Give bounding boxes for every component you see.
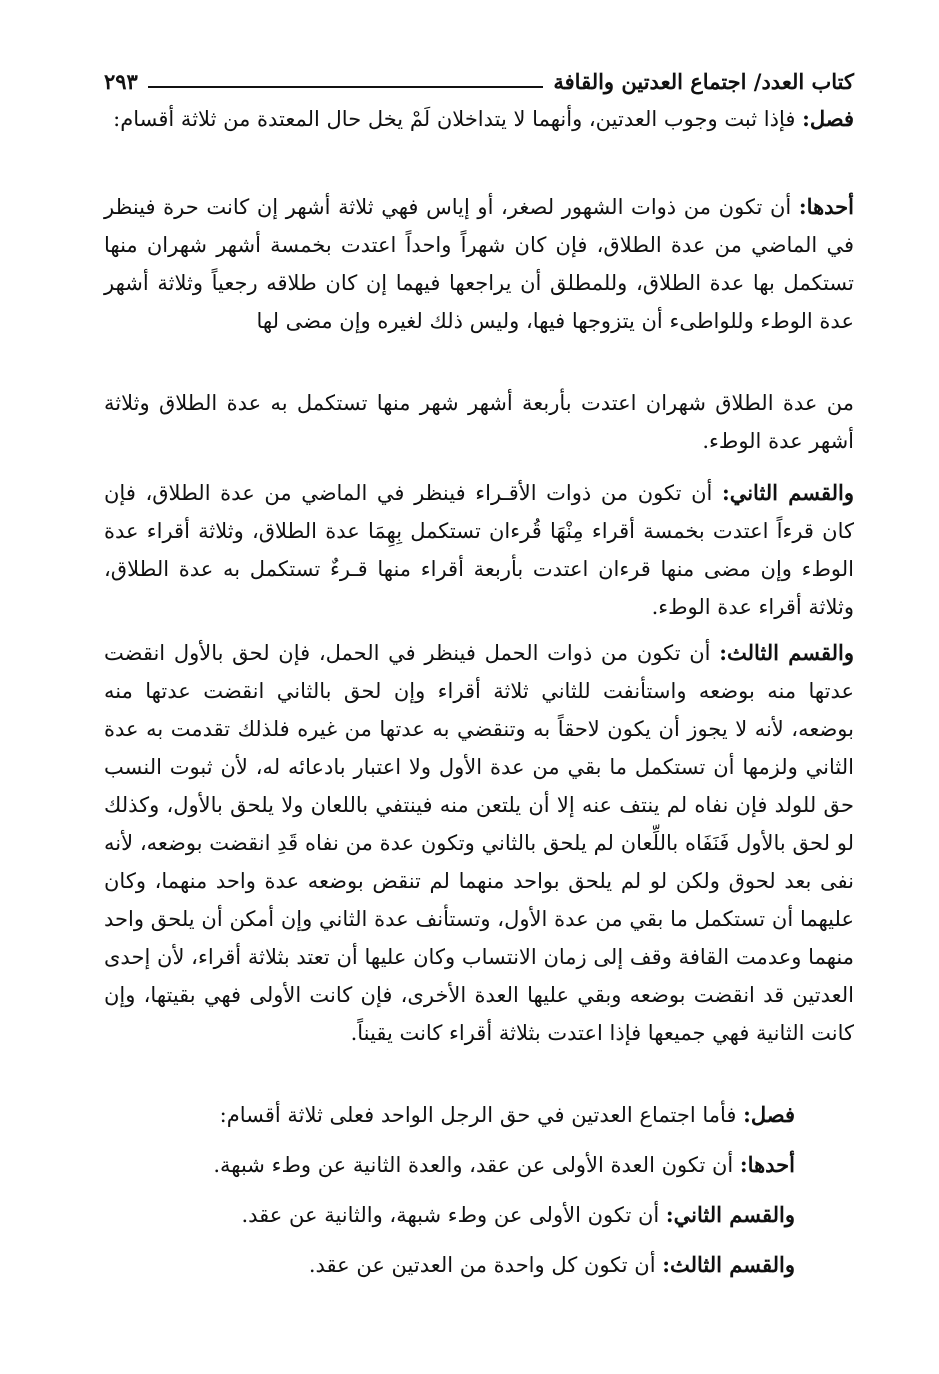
line-text: أن تكون العدة الأولى عن عقد، والعدة الثانية عن وطء شبهة. bbox=[213, 1153, 740, 1177]
paragraph-text: أن تكون من ذوات الشهور لصغر، أو إياس فهي ثلاثة أشهر إن كانت حرة فينظر في الماضي من عدة الطلاق، فإن كان شهراً واحداً اعتدت بخمسة أشهر شهران منها تستكمل بها عدة الطلاق، وللمطلق أن يراجعها فيهما إن كان طلاقه رجعياً وثلاثة أشهر عدة الوطء وللواطىء أن يتزوجها فيها، وليس ذلك لغيره وإن مضى لها bbox=[104, 195, 854, 333]
paragraph-text: أن تكون من ذوات الأقـراء فينظر في الماضي من عدة الطلاق، فإن كان قرءاً اعتدت بخمسة أقراء مِنْهَا قُرءان تستكمل بِهِمَا عدة الطلاق، وثلاثة أقراء عدة الوطء وإن مضى منها قرءان اعتدت بأربعة أقراء منها قـرءٌ تستكمل به عدة الطلاق، وثلاثة أقراء عدة الوطء. bbox=[104, 481, 854, 619]
paragraph-lead: أحدها: bbox=[798, 194, 854, 219]
running-header bbox=[104, 62, 854, 96]
case-line-3 bbox=[150, 1246, 795, 1284]
paragraph-lead: والقسم الثالث: bbox=[719, 640, 854, 665]
line-text: فأما اجتماع العدتين في حق الرجل الواحد فعلى ثلاثة أقسام: bbox=[219, 1103, 744, 1127]
line-text: أن تكون كل واحدة من العدتين عن عقد. bbox=[308, 1253, 663, 1277]
line-lead: فصل: bbox=[743, 1102, 795, 1127]
paragraph-2 bbox=[104, 188, 854, 340]
line-text: أن تكون الأولى عن وطء شبهة، والثانية عن عقد. bbox=[241, 1203, 666, 1227]
paragraph-4 bbox=[104, 474, 854, 626]
case-line-2 bbox=[150, 1196, 795, 1234]
case-line-1 bbox=[150, 1146, 795, 1184]
header-rule bbox=[148, 86, 544, 88]
paragraph-lead: والقسم الثاني: bbox=[721, 480, 854, 505]
paragraph-3 bbox=[104, 384, 854, 460]
paragraph-text: فإذا ثبت وجوب العدتين، وأنهما لا يتداخلان لَمْ يخل حال المعتدة من ثلاثة أقسام: bbox=[113, 107, 803, 131]
line-lead: أحدها: bbox=[739, 1152, 795, 1177]
section-heading-line bbox=[150, 1096, 795, 1134]
line-lead: والقسم الثالث: bbox=[662, 1252, 795, 1277]
paragraph-5 bbox=[104, 634, 854, 1052]
paragraph-1 bbox=[104, 100, 854, 138]
page-number: ٢٩٣ bbox=[104, 69, 138, 94]
paragraph-text: أن تكون من ذوات الحمل فينظر في الحمل، فإن لحق بالأول انقضت عدتها منه بوضعه واستأنفت للثاني ثلاثة أقراء وإن لحق بالثاني انقضت عدتها منه بوضعه، لأنه لا يجوز أن يكون لاحقاً به وتنقضي به عدتها من غيره فلذلك تقدمت به عدة الثاني ولزمها أن تستكمل ما بقي من عدة الأول ولا اعتبار بادعائه له، لأن ثبوت النسب حق للولد فإن نفاه لم ينتف عنه إلا أن يلتعن منه فينتفي باللعان ولا يلحق بالأول، وكذلك لو لحق بالأول فَنَفَاه باللِّعان لم يلحق بالثاني وتكون عدة من نفاه قَدِ انقضت بوضعه، لأنه نفى بعد لحوق ولكن لو لم يلحق بواحد منهما لم تنقض بوضعه عدة واحد منهما، وكان عليهما أن تستكمل ما بقي من عدة الأول، وتستأنف عدة الثاني وإن أمكن أن يلحق واحد منهما وعدمت القافة وقف إلى زمان الانتساب وكان عليها أن تعتد بثلاثة أقراء، لأن إحدى العدتين قد انقضت بوضعه وبقي عليها العدة الأخرى، فإن كانت الأولى فهي بقيتها، وإن كانت الثانية فهي جميعها فإذا اعتدت بثلاثة أقراء كانت يقيناً. bbox=[104, 641, 855, 1045]
paragraph-lead: فصل: bbox=[802, 106, 854, 131]
line-lead: والقسم الثاني: bbox=[665, 1202, 795, 1227]
chapter-title: كتاب العدد/ اجتماع العدتين والقافة bbox=[553, 69, 854, 94]
paragraph-text: من عدة الطلاق شهران اعتدت بأربعة أشهر شهر منها تستكمل به عدة الطلاق وثلاثة أشهر عدة الوطء. bbox=[104, 391, 854, 453]
